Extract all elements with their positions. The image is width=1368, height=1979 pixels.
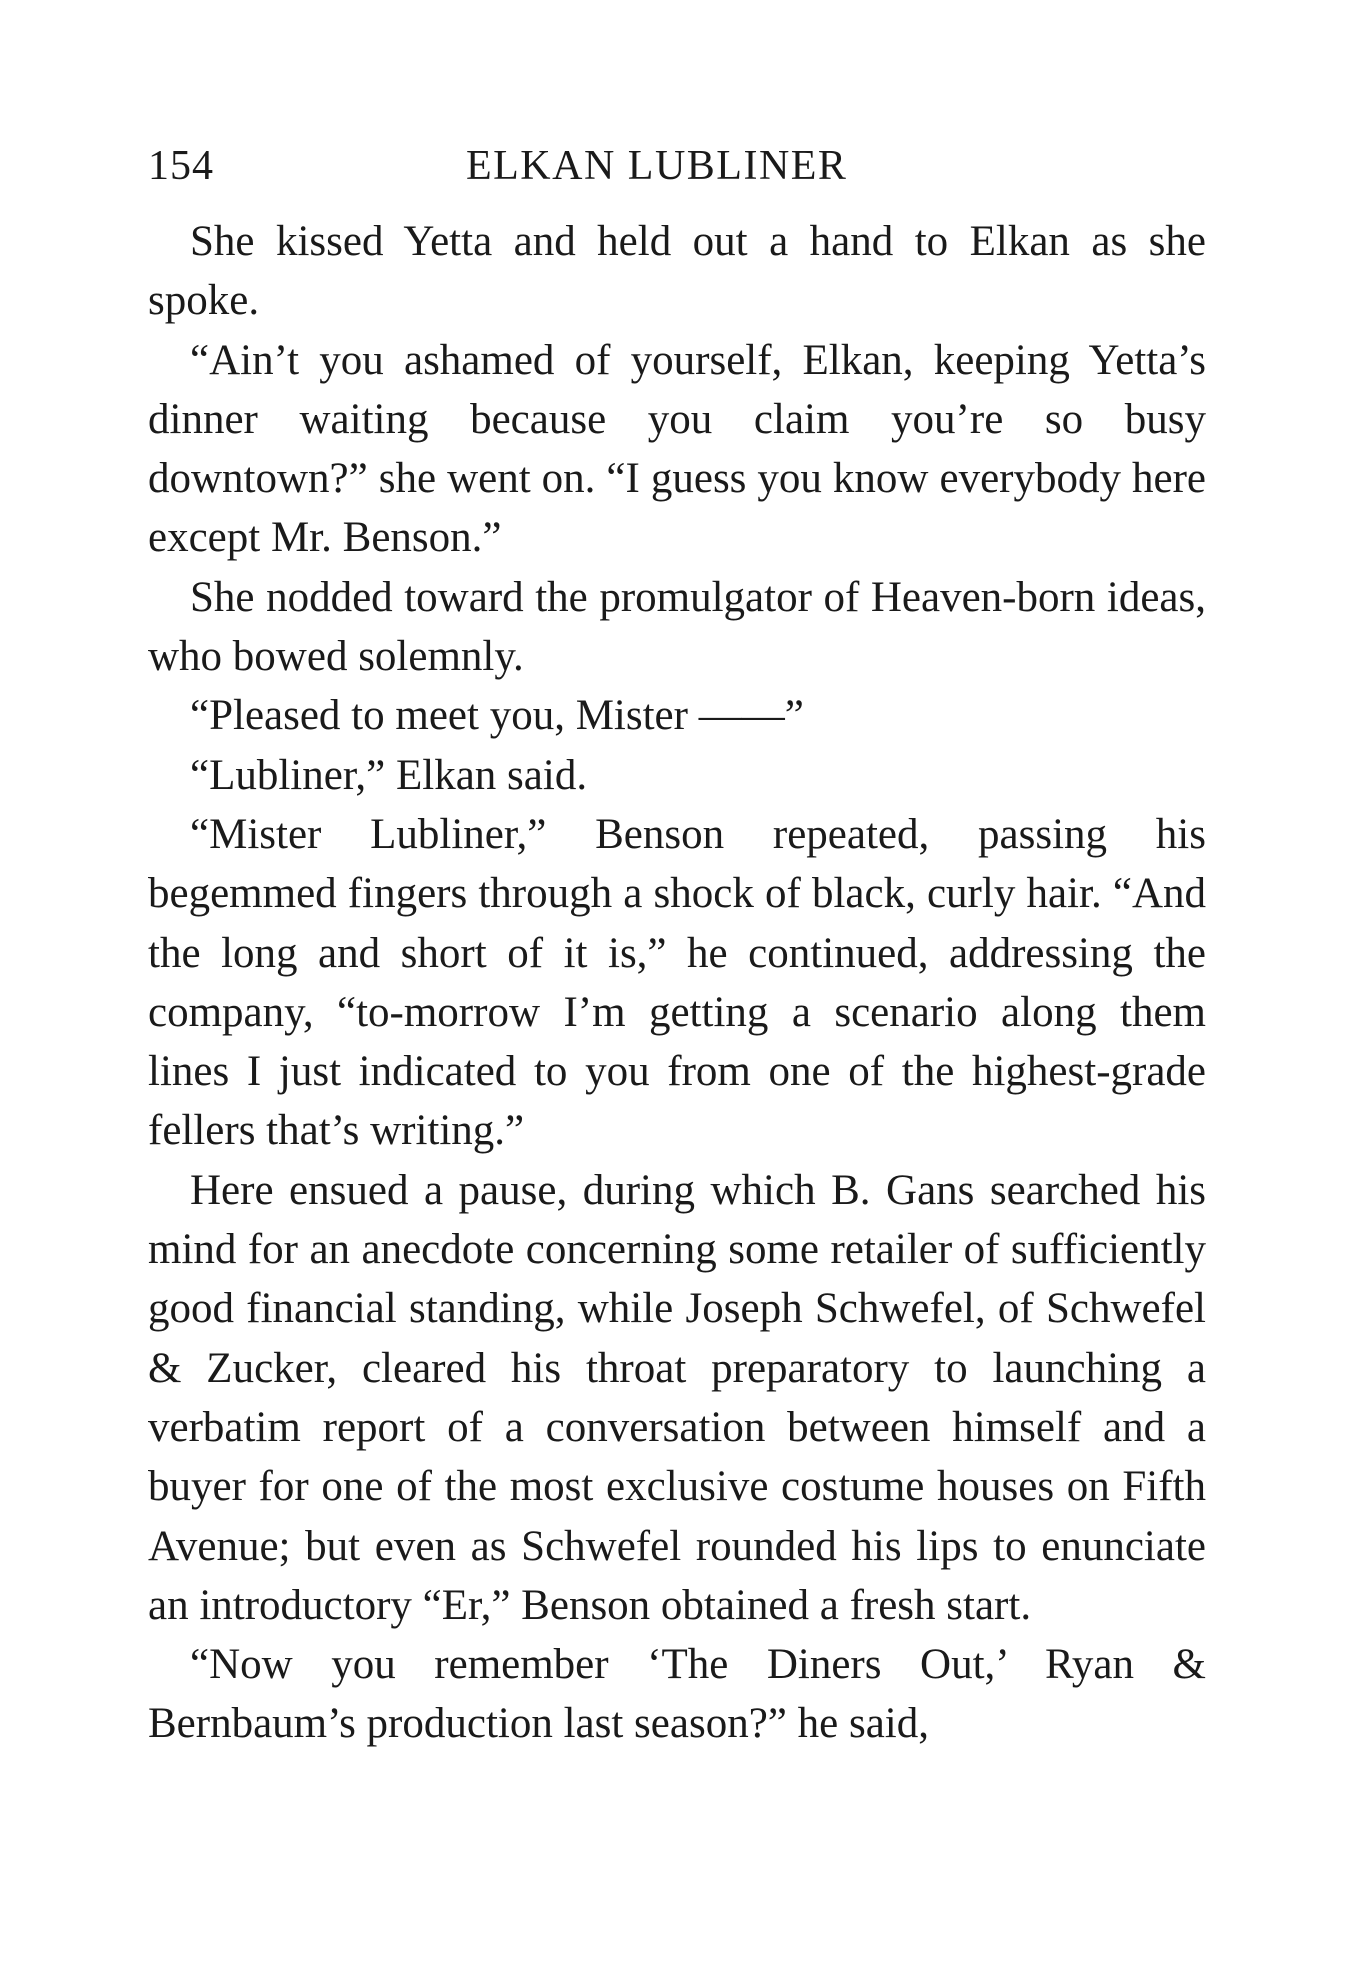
paragraph: “Lubliner,” Elkan said.	[190, 751, 588, 799]
body-text	[148, 212, 1206, 1754]
paragraph: “Ain’t you ashamed of yourself, Elkan, keeping Yetta’s dinner waiting because you claim you’re so busy downtown?” she went on. “I guess you know everybody here except Mr. Benson.”	[148, 336, 1206, 562]
paragraph: Here ensued a pause, during which B. Gans searched his mind for an anecdote concerning some retailer of sufficiently good financial standing, while Joseph Schwefel, of Schwefel & Zucker, cleared his throat preparatory to launching a verbatim report of a conversation between himself and a buyer for one of the most exclusive costume houses on Fifth Avenue; but even as Schwefel rounded his lips to enunciate an introductory “Er,” Benson obtained a fresh start.	[148, 1166, 1206, 1629]
running-title: ELKAN LUBLINER	[466, 143, 848, 189]
page-number: 154	[148, 143, 214, 189]
paragraph: She kissed Yetta and held out a hand to Elkan as she spoke.	[148, 218, 1206, 325]
paragraph: “Now you remember ‘The Diners Out,’ Ryan & Bernbaum’s production last season?” he said,	[148, 1641, 1206, 1748]
paragraph: “Mister Lubliner,” Benson repeated, passing his begemmed fingers through a shock of black, curly hair. “And the long and short of it is,” he continued, addressing the company, “to-morrow I’m getting a scenario along them lines I just indicated to you from one of the highest-grade fellers that’s writing.”	[148, 810, 1206, 1155]
paragraph: She nodded toward the promulgator of Heaven-born ideas, who bowed solemnly.	[148, 573, 1206, 681]
running-head	[148, 136, 1206, 196]
paragraph: “Pleased to meet you, Mister ——”	[190, 692, 804, 740]
